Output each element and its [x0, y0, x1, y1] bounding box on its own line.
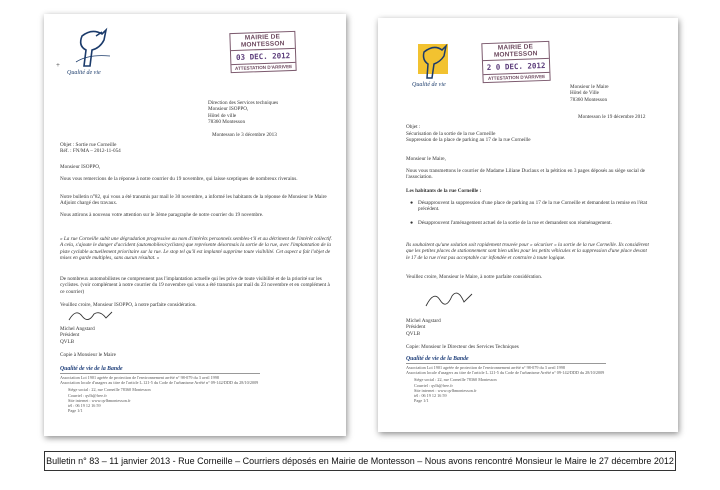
- signer-title: Président: [60, 332, 80, 339]
- stamp-head: MAIRIE DE MONTESSON: [230, 32, 295, 51]
- footer-title: Qualité de vie de la Bande: [60, 366, 123, 372]
- footer-rule: [60, 373, 260, 374]
- paragraph: Nous attirons à nouveau votre attention sur le 3ème paragraphe de notre courrier du 19 novembre.: [60, 212, 264, 218]
- footer-line: Association Loi 1901 agréée de protection de l'environnement arrêté n° 98-079 du 3 avril 1998: [60, 375, 219, 380]
- footer-block: [60, 375, 340, 413]
- salutation: Monsieur ISOPPO,: [60, 164, 101, 170]
- plus-mark: +: [56, 61, 60, 69]
- signer-block: [60, 326, 95, 345]
- recipient-line: 78360 Montesson: [208, 119, 246, 126]
- closing: Veuillez croire, Monsieur le Maire, à notre parfaite considération.: [406, 274, 543, 280]
- footer-line: Courriel : qvlb@free.fr: [68, 392, 107, 398]
- footer-title: Qualité de vie de la Bande: [406, 356, 469, 362]
- recipient-line: Monsieur le Maire: [570, 84, 609, 90]
- paragraph: Nous vous remercions de la réponse à notre courrier du 19 novembre, qui laisse sceptiques de nombreux riverains.: [60, 176, 298, 182]
- main-paragraph: Ils souhaitent qu'une solution soit rapidement trouvée pour « sécuriser » la sortie de la rue Corneille. Ils considèrent que les petites places de stationnement sont bien utiles pour les petits véhicules et la suppression d'une place devant le 17 de la rue n'est pas acceptable car infondée et contraire à toute logique.: [406, 242, 649, 261]
- footer-line: Page 1/1: [68, 408, 83, 414]
- date-line: Montesson le 19 décembre 2012: [578, 114, 646, 120]
- signer-org: QVLB: [60, 338, 75, 345]
- signer-name: Michel Angstard: [406, 318, 441, 324]
- caption-box: [44, 451, 676, 471]
- footer-line: Site internet : www.qvlbmontesson.fr: [414, 387, 477, 393]
- signer-title: Président: [406, 324, 426, 331]
- list-heading: Les habitants de la rue Corneille :: [406, 188, 482, 194]
- stamp-head: MAIRIE DE MONTESSON: [482, 42, 549, 61]
- paragraph: De nombreux automobilistes ne comprennent pas l'implantation actuelle qui les prive de toute visibilité et de la priorité sur les cyclistes. (voir complément à notre courrier du 19 novembre qui vous a été transmis par mail du 23 novembre et en complément à ce courrier): [60, 276, 330, 295]
- logo-text: Qualité de vie: [67, 70, 101, 76]
- footer-line: Site internet : www.qvlbmontesson.fr: [68, 397, 131, 403]
- recipient-line: Hôtel de ville: [208, 112, 237, 119]
- signer-org: QVLB: [406, 330, 421, 337]
- footer-block: [406, 365, 672, 403]
- signer-block: [406, 318, 441, 337]
- footer-line: Association locale d'usagers au titre de l'article L.121-5 du Code de l'urbanisme Arrêté n° 09-142/DDD du 28/10/2009: [406, 370, 605, 376]
- signer-name: Michel Angstard: [60, 326, 95, 332]
- bullet-text: Désapprouvent la suppression d'une place de parking au 17 de la rue Corneille et demandent la remise en l'état précédent.: [418, 200, 648, 213]
- footer-line: tél : 06 19 12 16 59: [68, 403, 101, 409]
- quoted-paragraph: « La rue Corneille subit une dégradation progressive au nom d'intérêts personnels sembles-t'il et au détriment de l'intérêt collectif. A cela, s'ajoute le danger d'accident (automobiles/cyclistes) que représente désormais la sortie de la rue, avec l'implantation de la piste cyclable actuellement prioritaire sur la rue. Le stop tel qu'il est implanté supprime toute visibilité. Cet aspect a fait l'objet de mises en garde multiples, sans aucun résultat. »: [60, 236, 332, 262]
- arrival-stamp: [229, 31, 296, 73]
- footer-line: Siège social : 22, rue Corneille 78360 Montesson: [414, 377, 497, 383]
- bullet-icon: ●: [410, 200, 414, 206]
- closing: Veuillez croire, Monsieur ISOPPO, à notre parfaite considération.: [60, 302, 197, 308]
- footer-line: Association locale d'usagers au titre de l'article L.121-5 du Code de l'urbanisme Arrêté n° 09-142/DDD du 28/10/2009: [60, 380, 259, 386]
- recipient-line: Hôtel de Ville: [570, 90, 599, 97]
- salutation: Monsieur le Maire,: [406, 156, 446, 162]
- logo-text: Qualité de vie: [412, 82, 446, 88]
- recipient-line: 78360 Montesson: [570, 96, 608, 103]
- caption-text: Bulletin n° 83 – 11 janvier 2013 - Rue Corneille – Courriers déposés en Mairie de Montesson – Nous avons rencontré Monsieur le Maire le 27 décembre 2012: [46, 456, 674, 466]
- object-line: Sécurisation de la sortie de la rue Corneille: [406, 131, 496, 137]
- footer-line: Page 1/1: [414, 398, 429, 404]
- footer-line: Courriel : qvlb@free.fr: [414, 382, 453, 388]
- copy-line: Copie à Monsieur le Maire: [60, 352, 116, 358]
- association-logo: [62, 26, 124, 78]
- footer-line: Association Loi 1901 agréée de protection de l'environnement arrêté n° 98-079 du 3 avril 1998: [406, 365, 565, 370]
- object-line: Suppression de la place de parking au 17 de la rue Corneille: [406, 137, 531, 143]
- object-line: Objet : Sortie rue Corneille: [60, 142, 117, 148]
- arrival-stamp: [481, 41, 550, 83]
- recipient-line: Monsieur ISOPPO,: [208, 106, 249, 113]
- recipient-block: [208, 100, 278, 126]
- letter-left: [44, 14, 346, 436]
- bullet-icon: ●: [410, 220, 414, 226]
- reference-line: Réf. : FN/MA – 2012-11-054: [60, 148, 121, 154]
- footer-rule: [406, 363, 606, 364]
- bullet-text: Désapprouvent l'aménagement actuel de la sortie de la rue et demandent son réaménagement.: [418, 220, 612, 226]
- intro-paragraph: Nous vous transmettons le courrier de Madame Liliane Duclaux et la pétition en 3 pages déposés au siège social de l'association.: [406, 168, 645, 181]
- stamp-date: 03 DEC. 2012: [235, 51, 291, 62]
- bullet-item: [410, 200, 648, 213]
- stamp-date: 2 0 DEC. 2012: [486, 60, 546, 73]
- recipient-line: Direction des Services techniques: [208, 100, 279, 106]
- footer-line: tél : 06 19 12 16 59: [414, 393, 447, 399]
- date-line: Montesson le 3 décembre 2013: [212, 132, 277, 138]
- signature: [66, 306, 116, 326]
- paragraph: Notre bulletin n°82, qui vous a été transmis par mail le 30 novembre, a informé les habitants de la réponse de Monsieur le Maire Adjoint chargé des travaux.: [60, 194, 327, 207]
- stamp-foot: ATTESTATION D'ARRIVEE: [231, 62, 295, 72]
- recipient-block: [570, 84, 609, 103]
- bullet-item: [410, 220, 648, 226]
- letter-right: [378, 18, 678, 432]
- stamp-foot: ATTESTATION D'ARRIVEE: [483, 72, 549, 82]
- signature: [422, 286, 476, 312]
- footer-line: Siège social : 22, rue Corneille 78360 Montesson: [68, 387, 151, 393]
- association-logo: [410, 40, 466, 90]
- object-label: Objet :: [406, 124, 421, 130]
- copy-line: Copie: Monsieur le Directeur des Services Techniques: [406, 344, 519, 350]
